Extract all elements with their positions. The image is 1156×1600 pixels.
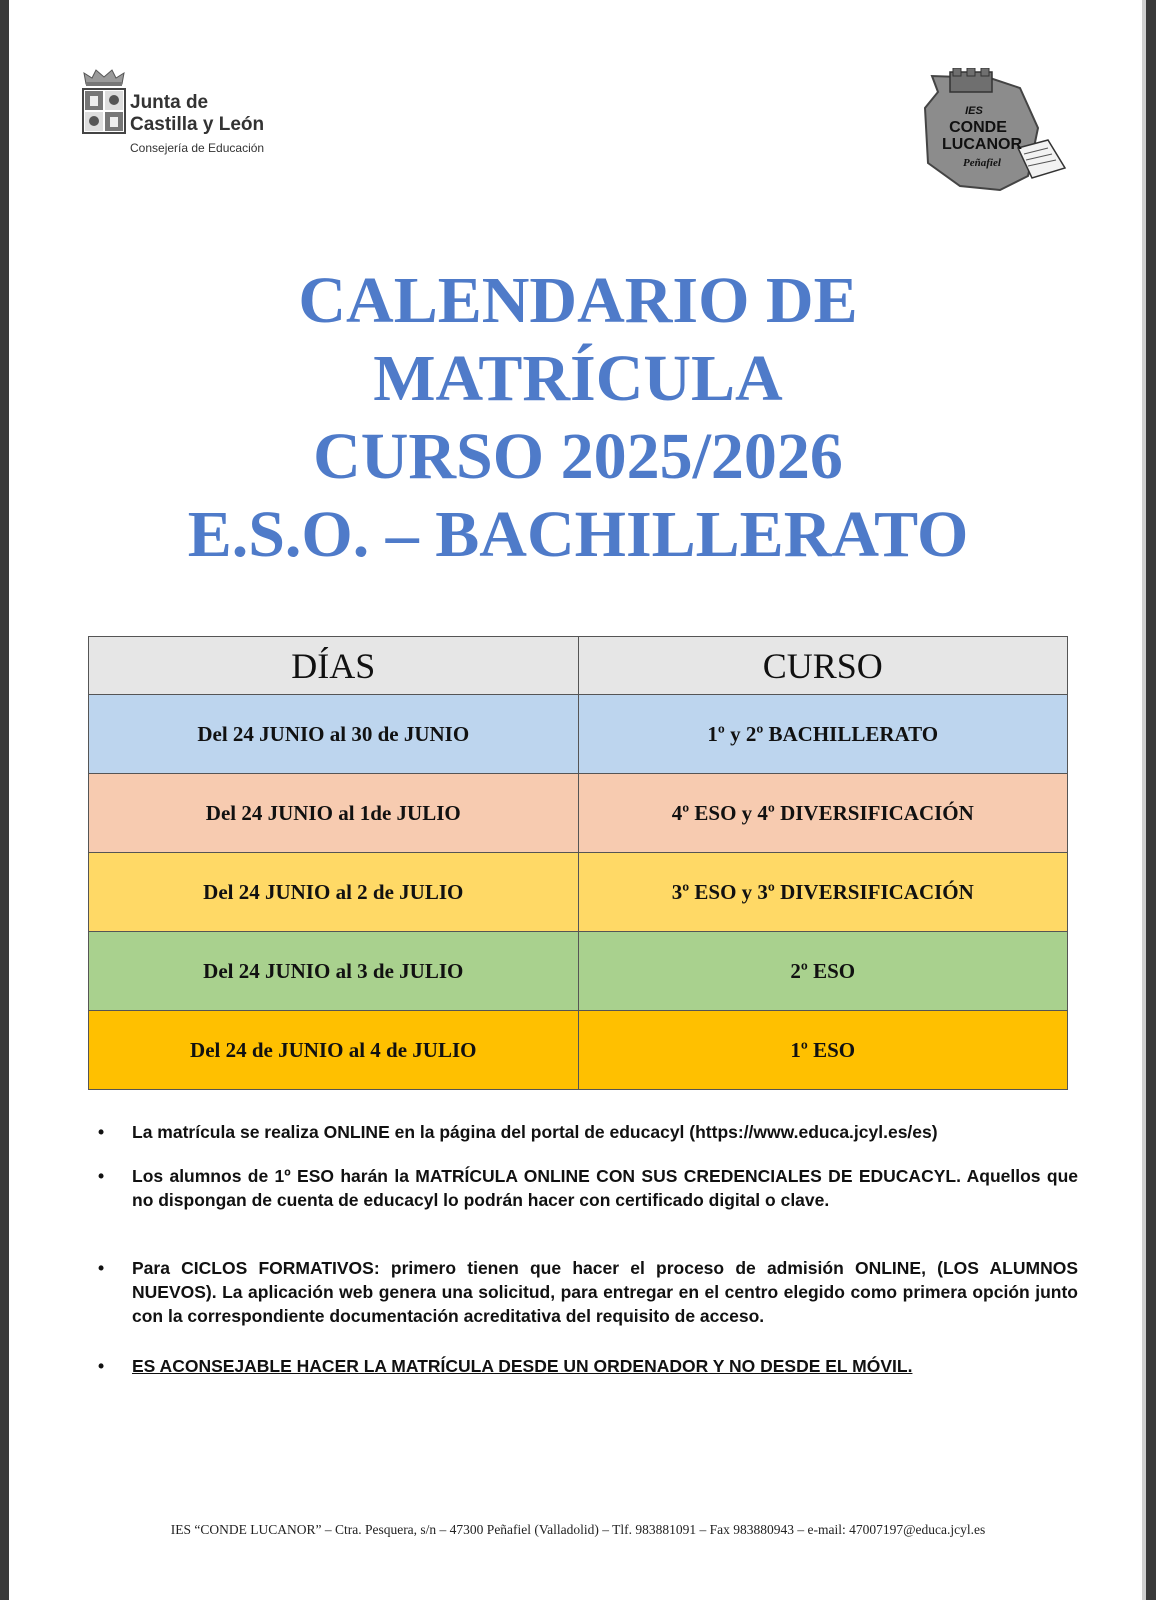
cell-curso: 4º ESO y 4º DIVERSIFICACIÓN (578, 774, 1068, 853)
coat-of-arms-icon (82, 88, 126, 136)
logo-text-junta: Junta de (130, 92, 209, 113)
crown-icon (82, 68, 126, 86)
cell-dias: Del 24 JUNIO al 30 de JUNIO (89, 695, 579, 774)
logo-text-consejeria: Consejería de Educación (130, 141, 265, 155)
junta-castilla-leon-logo (62, 68, 312, 178)
cell-curso: 1º ESO (578, 1011, 1068, 1090)
page-title (0, 262, 1156, 574)
cell-dias: Del 24 de JUNIO al 4 de JULIO (89, 1011, 579, 1090)
scan-edge-left (0, 0, 9, 1600)
table-row (89, 932, 1068, 1011)
list-item (98, 1120, 1078, 1144)
ies-conde-lucanor-logo (920, 68, 1070, 193)
footer-contact: IES “CONDE LUCANOR” – Ctra. Pesquera, s/n – 47300 Peñafiel (Valladolid) – Tlf. 983881091 – Fax 983880943 – e-mail: 47007197@educa.jcyl.es (170, 1522, 986, 1537)
scan-edge-right (1146, 0, 1156, 1600)
table-header-row (89, 637, 1068, 695)
title-line-1: CALENDARIO DE (298, 264, 858, 337)
note-online-portal: La matrícula se realiza ONLINE en la página del portal de educacyl (https://www.educa.jcyl.es/es) (132, 1122, 938, 1142)
table-row (89, 695, 1068, 774)
header-dias: DÍAS (89, 637, 579, 695)
notes-list (98, 1120, 1078, 1378)
table-row (89, 1011, 1068, 1090)
bullet-icon: • (98, 1122, 105, 1142)
header-curso: CURSO (578, 637, 1068, 695)
table-row (89, 774, 1068, 853)
cell-curso: 2º ESO (578, 932, 1068, 1011)
title-line-4: E.S.O. – BACHILLERATO (187, 498, 969, 571)
cell-dias: Del 24 JUNIO al 1de JULIO (89, 774, 579, 853)
logo-text-conde: CONDE (949, 119, 1007, 136)
logo-text-castilla-leon: Castilla y León (130, 114, 265, 135)
cell-curso: 3º ESO y 3º DIVERSIFICACIÓN (578, 853, 1068, 932)
list-item (98, 1256, 1078, 1328)
note-ciclos-formativos: Para CICLOS FORMATIVOS: primero tienen que hacer el proceso de admisión ONLINE, (LOS ALUMNOS NUEVOS). La aplicación web genera una solicitud, para entregar en el centro elegido como primera opción junto con la correspondiente documentación acreditativa del requisito de acceso. (132, 1258, 1078, 1326)
enrollment-calendar-table (88, 636, 1068, 1090)
logo-text-penafiel: Peñafiel (963, 157, 1001, 169)
cell-dias: Del 24 JUNIO al 3 de JULIO (89, 932, 579, 1011)
bullet-icon: • (98, 1356, 105, 1376)
list-item (98, 1164, 1078, 1212)
bullet-icon: • (98, 1166, 105, 1186)
logo-text-lucanor: LUCANOR (942, 136, 1022, 153)
bullet-icon: • (98, 1258, 105, 1278)
logo-text-ies: IES (965, 105, 983, 117)
table-row (89, 853, 1068, 932)
list-item (98, 1354, 1078, 1378)
cell-dias: Del 24 JUNIO al 2 de JULIO (89, 853, 579, 932)
note-1eso-credentials: Los alumnos de 1º ESO harán la MATRÍCULA ONLINE CON SUS CREDENCIALES DE EDUCACYL. Aquellos que no dispongan de cuenta de educacyl lo podrán hacer con certificado digital o clave. (132, 1166, 1078, 1210)
note-use-computer: ES ACONSEJABLE HACER LA MATRÍCULA DESDE UN ORDENADOR Y NO DESDE EL MÓVIL. (132, 1356, 913, 1376)
title-line-2: MATRÍCULA (373, 342, 783, 415)
title-line-3: CURSO 2025/2026 (313, 420, 843, 493)
cell-curso: 1º y 2º BACHILLERATO (578, 695, 1068, 774)
